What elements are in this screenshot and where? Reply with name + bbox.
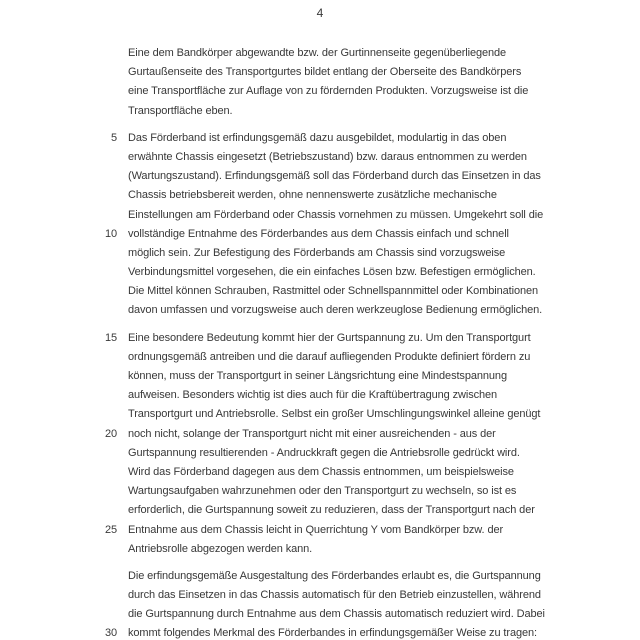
- line-text: Gurtaußenseite des Transportgurtes bildet entlang der Oberseite des Bandkörpers: [128, 66, 522, 79]
- line-text: Transportgurt und Antriebsrolle. Selbst ein großer Umschlingungswinkel alleine genügt: [128, 408, 541, 421]
- line-text: erwähnte Chassis eingesetzt (Betriebszustand) bzw. daraus entnommen zu werden: [128, 150, 527, 163]
- line-text: Einstellungen am Förderband oder Chassis vornehmen zu müssen. Umgekehrt soll die: [128, 208, 544, 221]
- line-text: Gurtspannung resultierenden - Andruckkraft gegen die Antriebsrolle gedrückt wird.: [128, 446, 520, 459]
- text-line: [95, 148, 565, 167]
- line-text: noch nicht, solange der Transportgurt nicht mit einer ausreichenden - aus der: [128, 427, 496, 440]
- text-line: [95, 82, 565, 101]
- text-line: [95, 521, 565, 540]
- page-number: 4: [316, 6, 324, 20]
- line-text: möglich sein. Zur Befestigung des Förderbands am Chassis sind vorzugsweise: [128, 246, 506, 259]
- line-text: Entnahme aus dem Chassis leicht in Querrichtung Y vom Bandkörper bzw. der: [128, 523, 504, 536]
- margin-line-number: 25: [104, 523, 117, 536]
- text-line: [95, 386, 565, 405]
- paragraph: [95, 567, 565, 640]
- margin-line-number: 20: [104, 427, 117, 440]
- text-line: [95, 225, 565, 244]
- text-line: [95, 405, 565, 424]
- line-text: vollständige Entnahme des Förderbandes aus dem Chassis einfach und schnell: [128, 227, 509, 240]
- line-text: aufweisen. Besonders wichtig ist dies auch für die Kraftübertragung zwischen: [128, 389, 498, 402]
- paragraph: [95, 129, 565, 321]
- text-line: [95, 244, 565, 263]
- line-text: ordnungsgemäß antreiben und die darauf aufliegenden Produkte definiert fördern zu: [128, 350, 531, 363]
- text-line: [95, 129, 565, 148]
- document-body: [95, 44, 565, 640]
- paragraph: [95, 44, 565, 121]
- text-line: [95, 463, 565, 482]
- text-line: [95, 186, 565, 205]
- text-line: [95, 348, 565, 367]
- line-text: Antriebsrolle abgezogen werden kann.: [128, 542, 313, 555]
- text-line: [95, 44, 565, 63]
- line-text: Wird das Förderband dagegen aus dem Chassis entnommen, um beispielsweise: [128, 465, 514, 478]
- line-text: Eine besondere Bedeutung kommt hier der Gurtspannung zu. Um den Transportgurt: [128, 331, 531, 344]
- text-line: [95, 63, 565, 82]
- line-text: Eine dem Bandkörper abgewandte bzw. der Gurtinnenseite gegenüberliegende: [128, 47, 507, 59]
- text-line: [95, 567, 565, 586]
- paragraph: [95, 329, 565, 559]
- line-text: (Wartungszustand). Erfindungsgemäß soll das Förderband durch das Einsetzen in das: [128, 170, 541, 183]
- margin-line-number: 30: [104, 627, 117, 640]
- text-line: [95, 605, 565, 624]
- line-text: die Gurtspannung durch Entnahme aus dem Chassis automatisch reduziert wird. Dabei: [128, 608, 545, 621]
- text-line: [95, 540, 565, 559]
- line-text: erforderlich, die Gurtspannung soweit zu reduzieren, dass der Transportgurt nach der: [128, 504, 535, 517]
- line-text: kommt folgendes Merkmal des Förderbandes in erfindungsgemäßer Weise zu tragen:: [128, 627, 537, 640]
- text-line: [95, 282, 565, 301]
- line-text: durch das Einsetzen in das Chassis automatisch für den Betrieb einzustellen, während: [128, 589, 541, 602]
- margin-line-number: 15: [104, 331, 117, 344]
- line-text: Die Mittel können Schrauben, Rastmittel oder Schnellspannmittel oder Kombinationen: [128, 285, 539, 298]
- text-line: [95, 263, 565, 282]
- line-text: eine Transportfläche zur Auflage von zu fördernden Produkten. Vorzugsweise ist die: [128, 85, 529, 98]
- line-text: davon umfassen und vorzugsweise auch deren werkzeuglose Bedienung ermöglichen.: [128, 304, 543, 317]
- text-line: [95, 586, 565, 605]
- margin-line-number: 5: [110, 131, 117, 144]
- text-line: [95, 482, 565, 501]
- text-line: [95, 624, 565, 640]
- text-line: [95, 301, 565, 320]
- text-line: [95, 444, 565, 463]
- text-line: [95, 367, 565, 386]
- text-line: [95, 501, 565, 520]
- line-text: können, muss der Transportgurt in seiner Längsrichtung eine Mindestspannung: [128, 370, 507, 382]
- text-line: [95, 167, 565, 186]
- line-text: Das Förderband ist erfindungsgemäß dazu ausgebildet, modulartig in das oben: [128, 131, 507, 144]
- line-text: Die erfindungsgemäße Ausgestaltung des Förderbandes erlaubt es, die Gurtspannung: [128, 569, 541, 582]
- line-text: Wartungsaufgaben wahrzunehmen oder den Transportgurt zu wechseln, so ist es: [128, 485, 517, 498]
- text-line: [95, 206, 565, 225]
- line-text: Transportfläche eben.: [128, 104, 233, 117]
- text-line: [95, 329, 565, 348]
- text-line: [95, 102, 565, 121]
- text-line: [95, 425, 565, 444]
- line-text: Chassis betriebsbereit werden, ohne nennenswerte zusätzliche mechanische: [128, 189, 497, 202]
- margin-line-number: 10: [104, 227, 117, 240]
- line-text: Verbindungsmittel vorgesehen, die ein einfaches Lösen bzw. Befestigen ermöglichen.: [128, 266, 536, 279]
